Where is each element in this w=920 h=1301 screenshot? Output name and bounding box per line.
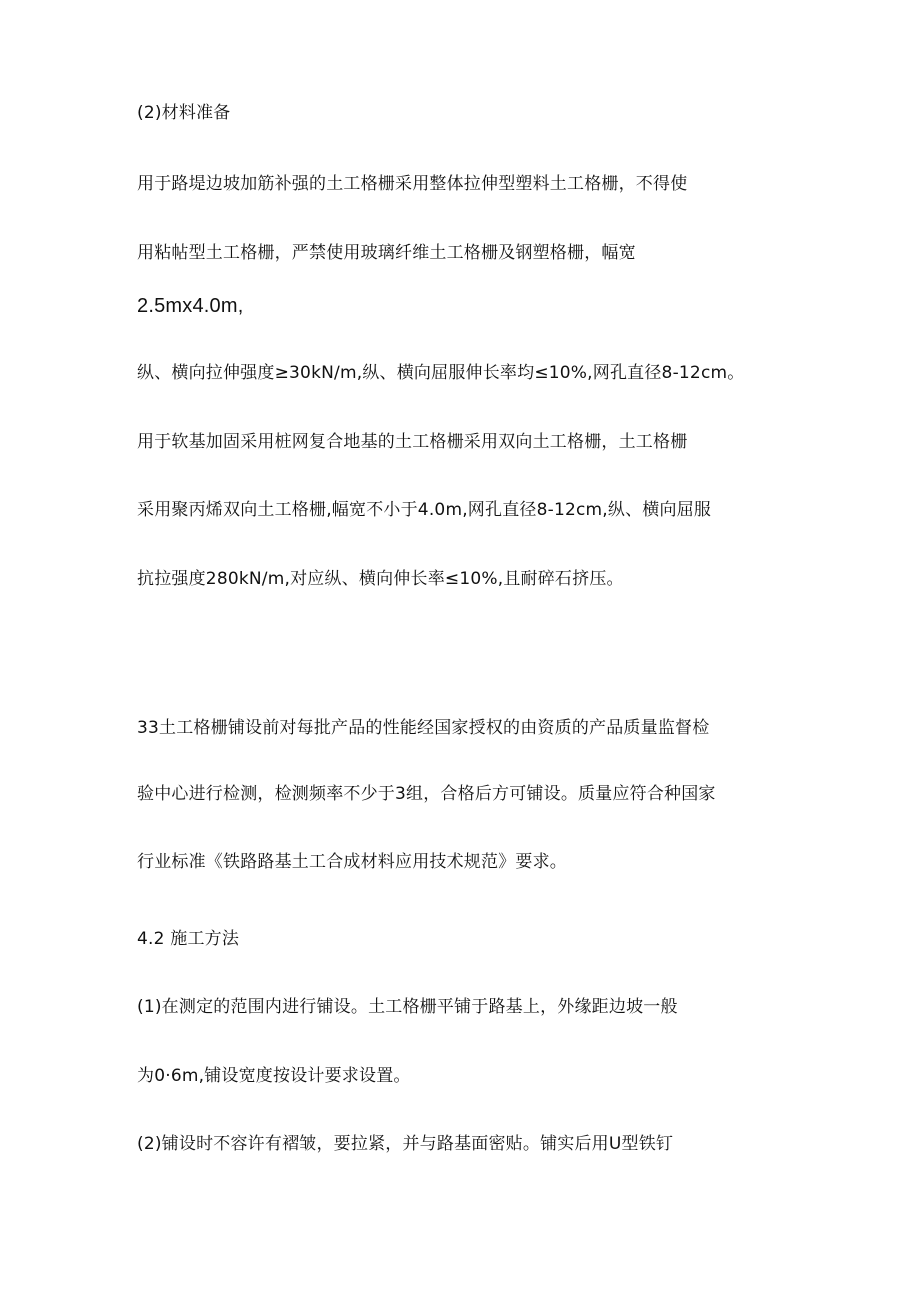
section-heading-construction-method: 4.2 施工方法 bbox=[137, 929, 240, 949]
paragraph-line: 采用聚丙烯双向土工格栅,幅宽不小于4.0m,网孔直径8-12cm,纵、横向屈服 bbox=[137, 500, 712, 520]
paragraph-line: 抗拉强度280kN∕m,对应纵、横向伸长率≤10%,且耐碎石挤压。 bbox=[137, 569, 624, 589]
paragraph-line: (2)铺设时不容许有褶皱，要拉紧，并与路基面密贴。铺实后用U型铁钉 bbox=[137, 1134, 674, 1154]
paragraph-line: 用粘帖型土工格栅，严禁使用玻璃纤维土工格栅及钢塑格栅，幅宽 bbox=[137, 243, 636, 263]
paragraph-line: 行业标准《铁路路基土工合成材料应用技术规范》要求。 bbox=[137, 852, 567, 872]
heading-material-preparation: (2)材料准备 bbox=[137, 103, 231, 123]
paragraph-line: 33土工格栅铺设前对每批产品的性能经国家授权的由资质的产品质量监督检 bbox=[137, 718, 710, 738]
paragraph-line: (1)在测定的范围内进行铺设。土工格栅平铺于路基上，外缘距边坡一般 bbox=[137, 997, 678, 1017]
paragraph-line: 用于路堤边坡加筋补强的土工格栅采用整体拉伸型塑料土工格栅，不得使 bbox=[137, 174, 688, 194]
paragraph-line: 纵、横向拉伸强度≥30kN∕m,纵、横向屈服伸长率均≤10%,网孔直径8-12cm。 bbox=[137, 363, 745, 383]
paragraph-line: 为0·6m,铺设宽度按设计要求设置。 bbox=[137, 1066, 411, 1086]
paragraph-line: 用于软基加固采用桩网复合地基的土工格栅采用双向土工格栅，土工格栅 bbox=[137, 432, 688, 452]
paragraph-line: 2.5mx4.0m, bbox=[137, 295, 244, 317]
paragraph-line: 验中心进行检测，检测频率不少于3组，合格后方可铺设。质量应符合种国家 bbox=[137, 784, 716, 804]
